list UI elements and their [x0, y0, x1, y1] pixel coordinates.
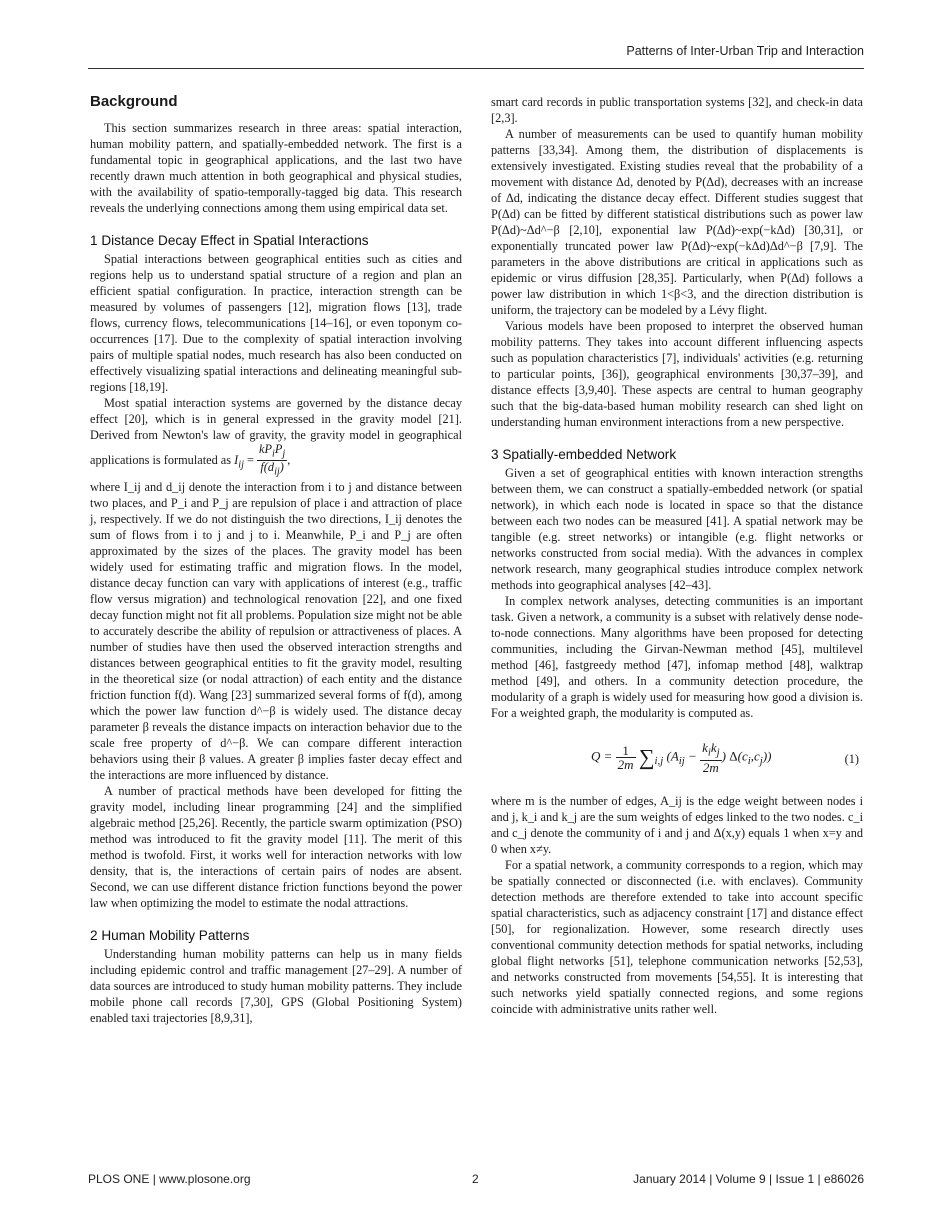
- paragraph: Understanding human mobility patterns can help us in many fields including epidemic control and traffic management [27–29]. A number of data sources are introduced to study human mobility patterns. They include mobile phone call records [7,30], GPS (Global Positioning System) enabled taxi trajectories [8,9,31],: [90, 946, 462, 1025]
- subsection-title-distance-decay: 1 Distance Decay Effect in Spatial Interactions: [90, 233, 369, 248]
- gravity-fraction: [257, 443, 287, 479]
- gravity-lhs: I: [234, 452, 239, 467]
- paragraph: Given a set of geographical entities with known interaction strengths between them, we can construct a spatially-embedded network (or spatial network), in which each node is located in space so that the distance between each two nodes can be measured [41]. A spatial network may be tangible (e.g. street networks) or intangible (e.g. flight networks or networks constructed from social media). With the advances in complex network research, many geographical studies introduce complex network methods into geographical analyses [42–43].: [491, 466, 863, 592]
- paragraph: In complex network analyses, detecting communities is an important task. Given a network, a community is a subset with relatively dense node-to-node connections. Many algorithms have been proposed for detecting communities, including the Girvan-Newman method [45], multilevel method [46], fastgreedy method [47], infomap method [48], walktrap method [49], and others. In a community detection procedure, the modularity of a graph is widely used for measuring how good a division is. For a weighted graph, the modularity is computed as.: [491, 594, 863, 720]
- paragraph: Spatial interactions between geographical entities such as cities and regions help us to understand spatial structure of a region and plan an efficient spatial configuration. In practice, interaction strength can be measured by volumes of passengers [12], migration flows [13], trade flows, currency flows, telecommunications [14–16], or even toponym co-occurrences [17]. Due to the complexity of spatial interaction involving pairs of multiple spatial nodes, much research has also been conducted on effectively visualizing spatial interactions and delineating meaningful sub-regions [18,19].: [90, 252, 462, 394]
- paragraph: A number of measurements can be used to quantify human mobility patterns [33,34]. Among them, the distribution of displacements is extensively investigated. Existing studies reveal that the probability of a movement with distance Δd, denoted by P(Δd), decreases with an increase of Δd, indicating the distance decay effect. Different studies suggest that P(Δd) can be fitted by different statistical distributions such as power law P(Δd)~Δd^−β [2,10], exponential law P(Δd)~exp(−kΔd) [30,31], or exponentially truncated power law P(Δd)~exp(−kΔd)Δd^−β [7,9]. The parameters in the above distributions are critical in applications such as epidemic or virus diffusion [28,35]. Particularly, when P(Δd) follows a power law distribution in which 1<β<3, and the direction distribution is uniform, the trajectory can be modeled by a Lévy flight.: [491, 127, 863, 317]
- equation-body: Q = $\frac{1}{2m}$ $\sum_{i,j}$ ($A_{ij}$ − $\frac{k_ik_j}{2m}$ ) $\Delta(c_i,c_j)$): [591, 740, 772, 775]
- running-title: Patterns of Inter-Urban Trip and Interaction: [626, 44, 864, 58]
- sum-symbol: ∑: [638, 744, 655, 770]
- paragraph: For a spatial network, a community corresponds to a region, which may be spatially connected or disconnected (i.e. with enclaves). Community detection methods are therefore extended to take into account specific spatial characteristics, such as adjacency constraint [17] and distance effect [50], for regionalization. However, some research directly uses conventional community detection methods for spatial networks, including global flight networks [51], telephone communication networks [52,53], and networks constructed from movements [54,55]. It is interesting that such networks yield spatially connected regions, and some regions coincide with administrative units rather well.: [491, 858, 863, 1016]
- paragraph: Various models have been proposed to interpret the observed human mobility patterns. They takes into account different influencing aspects such as population characteristics [7], individuals' activities (e.g. returning to particular points, [36]), geographical environments [30,37–39], and distance effects [3,9,40]. These aspects are central to human geography such that the big-data-based human mobility research can shed light on understanding human environment interactions from a new perspective.: [491, 319, 863, 429]
- left-column: [90, 94, 462, 1026]
- paragraph: where I_ij and d_ij denote the interaction from i to j and distance between two places, and P_i and P_j are repulsion of place i and attraction of place j, respectively. If we do not distinguish the two directions, I_ij denotes the sum of flows from i to j and j to i. Meanwhile, P_i and P_j are often approximated by the sizes of the places. The gravity model has been widely used for estimating traffic and migration flows. In the model, distance decay function can vary with applications of interest (e.g., traffic flow versus migration) and technological renovation [22], and one fixed decay function might not fit all problems. Population size might not be able to accurately describe the ability of repulsion or attractiveness of places. A number of studies have then used the observed interaction strengths and distances between geographical entities to fit the gravity model, resulting in the theoretical size (or nodal attraction) of each entity and the distance friction function f(d). Wang [23] summarized several forms of f(d), among which the power law function d^−β is widely used. The distance decay parameter β reveals the distance impacts on interaction behavior due to the scale free property of d^−β. We can compare different interaction behaviors using their β values. A greater β implies faster decay effect and the interactions are more influenced by distance.: [90, 479, 462, 782]
- section-title: Background: [90, 93, 178, 110]
- subsection-title-spatial-network: 3 Spatially-embedded Network: [491, 447, 677, 462]
- intro-paragraph: This section summarizes research in three areas: spatial interaction, human mobility pattern, and spatially-embedded network. The first is a fundamental topic in geographical applications, and the last two have recently drawn much attention in both geographical and physical studies, with the availability of spatio-temporally-tagged big data. This research reveals the underlying connections among them using empirical data set.: [90, 121, 462, 215]
- footer-page-number: 2: [472, 1172, 479, 1186]
- equation-number: (1): [844, 752, 859, 766]
- right-column: [491, 94, 863, 1017]
- footer-journal: PLOS ONE | www.plosone.org: [88, 1172, 251, 1186]
- paragraph: [90, 395, 462, 479]
- gravity-intro-text: Most spatial interaction systems are governed by the distance decay effect [20], which is in general expressed in the gravity model [21]. Derived from Newton's law of gravity, the gravity model in geographical applications is formulated as: [90, 396, 462, 467]
- paragraph: smart card records in public transportation systems [32], and check-in data [2,3].: [491, 95, 863, 125]
- gravity-denominator: $f(d_{ij})$: [260, 460, 284, 478]
- gravity-numerator: $kP_iP_j$: [259, 442, 286, 460]
- modularity-equation: [491, 739, 863, 779]
- gravity-formula: $I_{ij}$ = $\frac{kP_iP_j}{f(d_{ij})}$ ,: [234, 442, 291, 478]
- footer-issue: January 2014 | Volume 9 | Issue 1 | e86026: [633, 1172, 864, 1186]
- header-rule: [88, 68, 864, 69]
- subsection-title-human-mobility: 2 Human Mobility Patterns: [90, 927, 250, 943]
- gravity-lhs-sub: ij: [238, 459, 244, 471]
- paragraph: where m is the number of edges, A_ij is the edge weight between nodes i and j, k_i and k_j are the sum weights of edges linked to the two nodes. c_i and c_j denote the community of i and j and Δ(x,y) equals 1 when x=y and 0 when x≠y.: [491, 794, 863, 856]
- paragraph: A number of practical methods have been developed for fitting the gravity model, including linear programming [24] and the simplified algebraic method [25,26]. Recently, the particle swarm optimization (PSO) method was introduced to fit the gravity model [11]. The merit of this method is twofold. First, it works well for interaction networks with low density, that is, the interactions of certain pairs of nodes are absent. Second, we can use different distance friction functions beyond the power law when optimizing the model to estimate the nodal attractions.: [90, 783, 462, 910]
- equation-lhs: Q: [591, 748, 601, 764]
